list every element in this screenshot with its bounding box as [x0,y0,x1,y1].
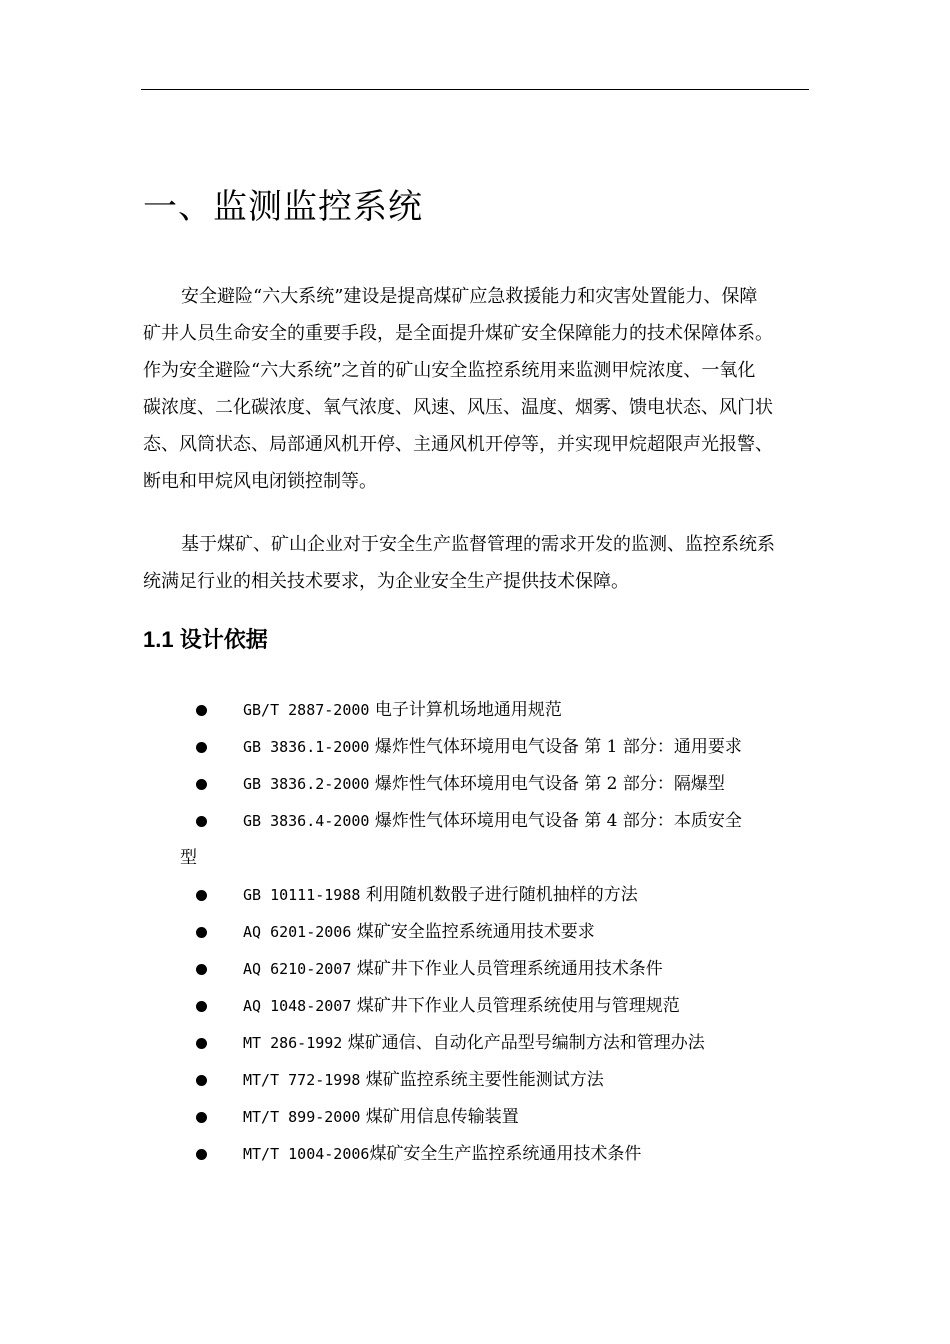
standard-title: 煤矿安全监控系统通用技术要求 [351,922,595,942]
standard-text [143,692,811,729]
list-item [143,1025,811,1062]
list-item [143,877,811,914]
standard-title: 电子计算机场地通用规范 [374,700,562,720]
standards-list [143,692,811,1173]
list-item [143,1136,811,1173]
standard-title: 煤矿通信、自动化产品型号编制方法和管理办法 [342,1033,705,1053]
standard-title: 爆炸性气体环境用电气设备 第 2 部分：隔爆型 [369,774,725,794]
standard-text [143,1136,811,1173]
standard-title: 煤矿井下作业人员管理系统通用技术条件 [351,959,663,979]
bullet-icon [196,1001,207,1012]
paragraph-line: 统满足行业的相关技术要求，为企业安全生产提供技术保障。 [143,571,629,592]
list-item [143,1062,811,1099]
standard-code: GB 3836.4-2000 [243,812,370,830]
list-item [143,1099,811,1136]
standard-text [143,1099,811,1136]
standard-code: GB 3836.2-2000 [243,775,370,793]
standard-code: MT/T 1004-2006 [243,1145,370,1163]
chapter-title: 一、监测监控系统 [143,187,423,227]
standard-code: GB 10111-1988 [243,886,361,904]
list-item [143,951,811,988]
standard-title: 利用随机数骰子进行随机抽样的方法 [360,885,638,905]
paragraph-line: 作为安全避险“六大系统”之首的矿山安全监控系统用来监测甲烷浓度、一氧化 [143,360,756,381]
paragraph-line: 矿井人员生命安全的重要手段，是全面提升煤矿安全保障能力的技术保障体系。 [143,323,773,344]
standard-text [143,914,811,951]
standard-text [143,1062,811,1099]
bullet-icon [196,1075,207,1086]
standard-title: 煤矿井下作业人员管理系统使用与管理规范 [351,996,680,1016]
paragraph-line: 安全避险“六大系统”建设是提高煤矿应急救援能力和灾害处置能力、保障 [181,286,758,307]
standard-code: AQ 6210-2007 [243,960,352,978]
standard-code: AQ 6201-2006 [243,923,352,941]
bullet-icon [196,890,207,901]
second-paragraph [143,526,811,600]
bullet-icon [196,816,207,827]
standard-title: 煤矿用信息传输装置 [360,1107,519,1127]
list-item [143,803,811,877]
list-item [143,914,811,951]
list-item [143,692,811,729]
standard-title-wrap: 型 [180,848,197,868]
header-rule [141,89,809,90]
standard-text [143,803,811,840]
list-item [143,988,811,1025]
bullet-icon [196,705,207,716]
standard-code: MT 286-1992 [243,1034,343,1052]
paragraph-line: 断电和甲烷风电闭锁控制等。 [143,471,377,492]
intro-paragraph [143,278,811,500]
standard-text [143,951,811,988]
list-item [143,766,811,803]
bullet-icon [196,742,207,753]
paragraph-line: 基于煤矿、矿山企业对于安全生产监督管理的需求开发的监测、监控系统系 [181,534,775,555]
bullet-icon [196,1038,207,1049]
bullet-icon [196,1112,207,1123]
bullet-icon [196,964,207,975]
bullet-icon [196,927,207,938]
paragraph-line: 碳浓度、二化碳浓度、氧气浓度、风速、风压、温度、烟雾、馈电状态、风门状 [143,397,773,418]
standard-text [143,1025,811,1062]
list-item [143,729,811,766]
standard-title: 爆炸性气体环境用电气设备 第 4 部分：本质安全 [369,811,742,831]
paragraph-line: 态、风筒状态、局部通风机开停、主通风机开停等，并实现甲烷超限声光报警、 [143,434,773,455]
standard-code: AQ 1048-2007 [243,997,352,1015]
section-title: 1.1 设计依据 [143,627,268,652]
standard-title: 煤矿安全生产监控系统通用技术条件 [369,1144,642,1164]
bullet-icon [196,1149,207,1160]
standard-title: 爆炸性气体环境用电气设备 第 1 部分：通用要求 [369,737,742,757]
standard-code: GB/T 2887-2000 [243,701,370,719]
standard-text [143,766,811,803]
standard-title: 煤矿监控系统主要性能测试方法 [360,1070,604,1090]
standard-text [143,877,811,914]
bullet-icon [196,779,207,790]
standard-code: MT/T 772-1998 [243,1071,361,1089]
standard-code: GB 3836.1-2000 [243,738,370,756]
standard-text [143,988,811,1025]
standard-code: MT/T 899-2000 [243,1108,361,1126]
standard-text [143,729,811,766]
